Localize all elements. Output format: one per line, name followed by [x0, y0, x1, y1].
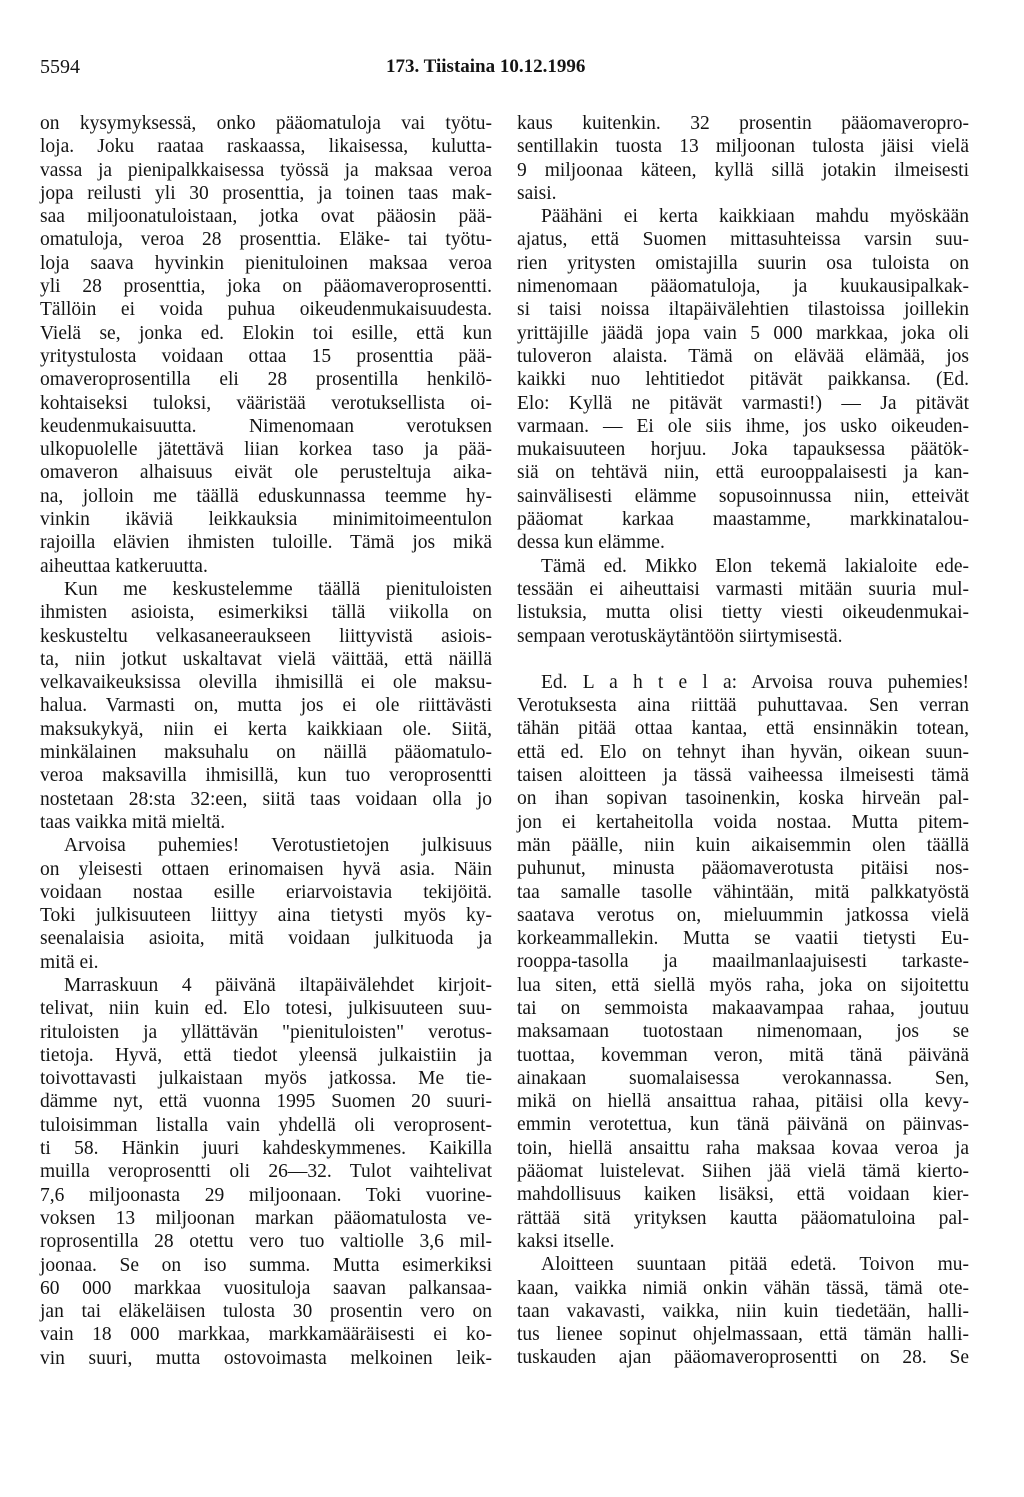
text-line: seenalaisia asioita, mitä voidaan julkituoda ja — [40, 928, 492, 950]
paragraph-gap — [517, 648, 969, 671]
text-line: saisi. — [517, 182, 557, 204]
text-line: tuskauden ajan pääomaveroprosentti on 28. Se — [517, 1347, 969, 1369]
text-line: varmaan. — Ei ole siis ihme, jos usko oikeuden- — [517, 415, 969, 437]
text-line: jan tai eläkeläisen tulosta 30 prosentin vero on — [40, 1301, 492, 1323]
text-line: Verotuksesta aina riittää puhuttavaa. Sen verran — [517, 695, 969, 717]
text-line: taas vaikka mitä mieltä. — [40, 811, 226, 833]
text-line: veroa maksavilla ihmisillä, kun tuo veroprosentti — [40, 765, 492, 787]
text-line: Marraskuun 4 päivänä iltapäivälehdet kirjoit- — [64, 974, 492, 996]
text-line: on ihan sopivan tasoinenkin, koska hirveän pal- — [517, 788, 969, 810]
text-line: kohtaiseksi tuloksi, vääristää verotuksellista oi- — [40, 392, 492, 414]
text-line: keskusteltu velkasaneeraukseen liittyvistä asiois- — [40, 625, 492, 647]
text-line: tietoja. Hyvä, että tiedot yleensä julkaistiin ja — [40, 1044, 492, 1066]
text-line: pääomat luistelevat. Siihen jää vielä tämä kierto- — [517, 1161, 969, 1183]
text-line: tuloisimman listalla vain yhdellä oli veroprosent- — [40, 1114, 492, 1136]
text-line: emmin verotettua, kun tänä päivänä on päinvas- — [517, 1114, 969, 1136]
text-line: 9 miljoonaa käteen, kyllä sillä jotakin ilmeisesti — [517, 159, 969, 181]
text-line: ihmisten asioista, esimerkiksi tällä viikolla on — [40, 602, 492, 624]
text-line: toivottavasti julkaistaan myös jatkossa. Me tie- — [40, 1068, 492, 1090]
text-line: muilla veroprosentti oli 26—32. Tulot vaihtelivat — [40, 1161, 492, 1183]
text-line: Päähäni ei kerta kaikkiaan mahdu myöskään — [541, 206, 969, 228]
text-line: dessa kun elämme. — [517, 532, 665, 554]
text-line: halua. Varmasti on, mutta jos ei ole riittävästi — [40, 695, 492, 717]
left-column — [40, 112, 492, 1370]
text-line: rajoilla elävien ihmisten tuloille. Tämä jos mikä — [40, 532, 492, 554]
text-line: rien yritysten omistajilla suurin osa tuloista on — [517, 252, 969, 274]
text-line: rooppa-tasolla ja maailmanlaajuisesti tarkaste- — [517, 951, 969, 973]
text-line: rättää sitä yrityksen kautta pääomatuloina pal- — [517, 1207, 969, 1229]
text-line: tus lienee sopinut ohjelmassaan, että tämän halli- — [517, 1324, 969, 1346]
right-column — [517, 112, 969, 1370]
text-line: korkeammallekin. Mutta se vaatii tietysti Eu- — [517, 928, 969, 950]
page-number: 5594 — [40, 56, 80, 78]
text-line: tai on semmoista makaavampaa rahaa, joutuu — [517, 997, 969, 1019]
text-line: ti 58. Hänkin juuri kahdeskymmenes. Kaikilla — [40, 1138, 492, 1160]
text-line: tuloveron alaista. Tämä on elävää elämää, jos — [517, 345, 969, 367]
text-line: kaus kuitenkin. 32 prosentin pääomaveropro- — [517, 113, 969, 134]
text-line: vassa ja pienipalkkaisessa työssä ja maksaa veroa — [40, 159, 492, 181]
text-line: telivat, niin kuin ed. Elo totesi, julkisuuteen suu- — [40, 998, 492, 1020]
text-line: omatuloja, veroa 28 prosenttia. Eläke- tai työtu- — [40, 229, 492, 251]
text-line: Kun me keskustelemme täällä pienituloisten — [64, 578, 492, 600]
text-line: dämme nyt, että vuonna 1995 Suomen 20 suuri- — [40, 1091, 492, 1113]
text-line: tähän pitää ottaa kantaa, että ensinnäkin totean, — [517, 718, 969, 740]
text-line: pääomat karkaa maastamme, markkinatalou- — [517, 509, 969, 531]
session-date: 173. Tiistaina 10.12.1996 — [386, 56, 586, 77]
text-line: rituloisten ja yllättävän "pienituloisten" verotus- — [40, 1021, 492, 1043]
text-line: roprosentilla 28 otettu vero tuo valtiolle 3,6 mil- — [40, 1231, 492, 1253]
text-line: maksukykyä, niin ei kerta kaikkiaan ole. Siitä, — [40, 718, 492, 740]
text-line: voksen 13 miljoonan markan pääomatulosta ve- — [40, 1207, 492, 1229]
text-line: minkälainen maksuhalu on näillä pääomatulo- — [40, 742, 492, 764]
text-line: yli 28 prosenttia, joka on pääomaveroprosentti. — [40, 276, 492, 298]
text-line: na, jolloin me täällä eduskunnassa teemme hy- — [40, 485, 492, 507]
text-line: saatava verotus on, mieluummin jatkossa vielä — [517, 904, 969, 926]
text-line: vin suuri, mutta ostovoimasta melkoinen leik- — [40, 1347, 492, 1369]
text-line: Vielä se, jonka ed. Elokin toi esille, että kun — [40, 322, 492, 344]
text-line: Ed. L a h t e l a: Arvoisa rouva puhemies! — [541, 671, 969, 693]
text-line: si taisi noissa iltapäivälehtien tilastoissa joillekin — [517, 299, 969, 321]
text-line: mahdollisuus kaiken lisäksi, että voidaan kier- — [517, 1184, 969, 1206]
text-line: omaveron alhaisuus eivät ole perusteltuja aika- — [40, 462, 492, 484]
text-line: nostetaan 28:sta 32:een, siitä taas voidaan olla jo — [40, 788, 492, 810]
text-line: velkavaikeuksissa olevilla ihmisillä ei ole maksu- — [40, 672, 492, 694]
text-line: ulkopuolelle jätettävä liian korkea taso ja pää- — [40, 439, 492, 461]
text-line: maksamaan tuotostaan nimenomaan, jos se — [517, 1021, 969, 1043]
text-line: mukaisuuteen horjuu. Joka tapauksessa päätök- — [517, 439, 969, 461]
text-line: sempaan verotuskäytäntöön siirtymisestä. — [517, 625, 843, 647]
text-line: mitä ei. — [40, 951, 99, 973]
text-line: Toki julkisuuteen liittyy aina tietysti myös ky- — [40, 905, 492, 927]
text-line: yritystulosta voidaan ottaa 15 prosenttia pää- — [40, 345, 492, 367]
text-line: siä on tehtävä niin, että eurooppalaisesti ja kan- — [517, 462, 969, 484]
text-line: kaikki nuo lehtitiedot pitävät paikkansa. (Ed. — [517, 369, 969, 391]
text-line: kaksi itselle. — [517, 1230, 615, 1252]
text-line: jon ei kertaheitolla voida nostaa. Mutta pitem- — [517, 811, 969, 833]
text-line: toin, hiellä ansaittu raha maksaa kovaa veroa ja — [517, 1137, 969, 1159]
text-line: kaan, vaikka nimiä onkin vähän tässä, tämä ote- — [517, 1277, 969, 1299]
text-line: on yleisesti ottaen erinomaisen hyvä asia. Näin — [40, 858, 492, 880]
text-line: aiheuttaa katkeruutta. — [40, 555, 208, 577]
text-line: Tämä ed. Mikko Elon tekemä lakialoite ede- — [541, 555, 969, 577]
text-line: tuottaa, kovemman veron, mitä tänä päivänä — [517, 1044, 969, 1066]
text-line: 60 000 markkaa vuosituloja saavan palkansaa- — [40, 1277, 492, 1299]
text-line: tessään ei aiheuttaisi varmasti mitään suuria mul- — [517, 578, 969, 600]
text-line: vain 18 000 markkaa, markkamääräisesti ei ko- — [40, 1324, 492, 1346]
text-line: Aloitteen suuntaan pitää edetä. Toivon mu- — [541, 1254, 969, 1276]
text-line: vinkin ikäviä leikkauksia minimitoimeentulon — [40, 509, 492, 531]
text-line: sentillakin tuosta 13 miljoonan tulosta jäisi vielä — [517, 136, 969, 158]
text-line: lua siten, että siellä myös raha, joka on sijoitettu — [517, 974, 969, 996]
text-line: Elo: Kyllä ne pitävät varmasti!) — Ja pitävät — [517, 392, 969, 414]
text-line: 7,6 miljoonasta 29 miljoonaan. Toki vuorine- — [40, 1184, 492, 1206]
text-line: loja saava hyvinkin pienituloinen maksaa veroa — [40, 252, 492, 274]
text-line: ajatus, että Suomen mittasuhteissa varsin suu- — [517, 229, 969, 251]
text-line: ta, niin jotkut uskaltavat vielä väittää, että näillä — [40, 648, 492, 670]
text-line: listuksia, mutta olisi tietty viesti oikeudenmukai- — [517, 602, 969, 624]
text-line: ainakaan suomalaisessa verokannassa. Sen, — [517, 1067, 969, 1089]
text-line: loja. Joku raataa raskaassa, likaisessa, kulutta- — [40, 136, 492, 158]
text-line: omaveroprosentilla eli 28 prosentilla henkilö- — [40, 369, 492, 391]
text-line: sainvälisesti elämme sopusoinnussa niin, etteivät — [517, 485, 969, 507]
text-line: keudenmukaisuutta. Nimenomaan verotuksen — [40, 415, 492, 437]
text-line: nimenomaan pääomatuloja, ja kuukausipalkak- — [517, 276, 969, 298]
text-line: taisen aloitteen ja tässä vaiheessa ilmeisesti tämä — [517, 765, 969, 787]
text-line: taan vakavasti, vaikka, niin kuin tiedetään, halli- — [517, 1300, 969, 1322]
text-line: jopa reilusti yli 30 prosenttia, ja toinen taas mak- — [40, 182, 492, 204]
text-line: puhunut, minusta pääomaverotusta pitäisi nos- — [517, 858, 969, 880]
text-line: Arvoisa puhemies! Verotustietojen julkisuus — [64, 835, 492, 857]
text-line: taa samalle tasolle vähintään, mitä palkkatyöstä — [517, 881, 969, 903]
text-line: yrittäjille jäädä jopa vain 5 000 markkaa, joka oli — [517, 322, 969, 344]
text-line: että ed. Elo on tehnyt ihan hyvän, oikean suun- — [517, 741, 969, 763]
text-line: joonaa. Se on iso summa. Mutta esimerkiksi — [40, 1254, 492, 1276]
text-line: saa miljoonatuloistaan, jotka ovat pääosin pää- — [40, 206, 492, 228]
page-header — [40, 56, 984, 84]
text-line: Tällöin ei voida puhua oikeudenmukaisuudesta. — [40, 299, 492, 321]
text-line: on kysymyksessä, onko pääomatuloja vai työtu- — [40, 113, 492, 134]
text-line: män päälle, niin kuin aikaisemmin olen täällä — [517, 834, 969, 856]
text-line: mikä on hiellä ansaittua rahaa, pitäisi olla kevy- — [517, 1091, 969, 1113]
text-line: voidaan nostaa esille eriarvoistavia tekijöitä. — [40, 881, 492, 903]
